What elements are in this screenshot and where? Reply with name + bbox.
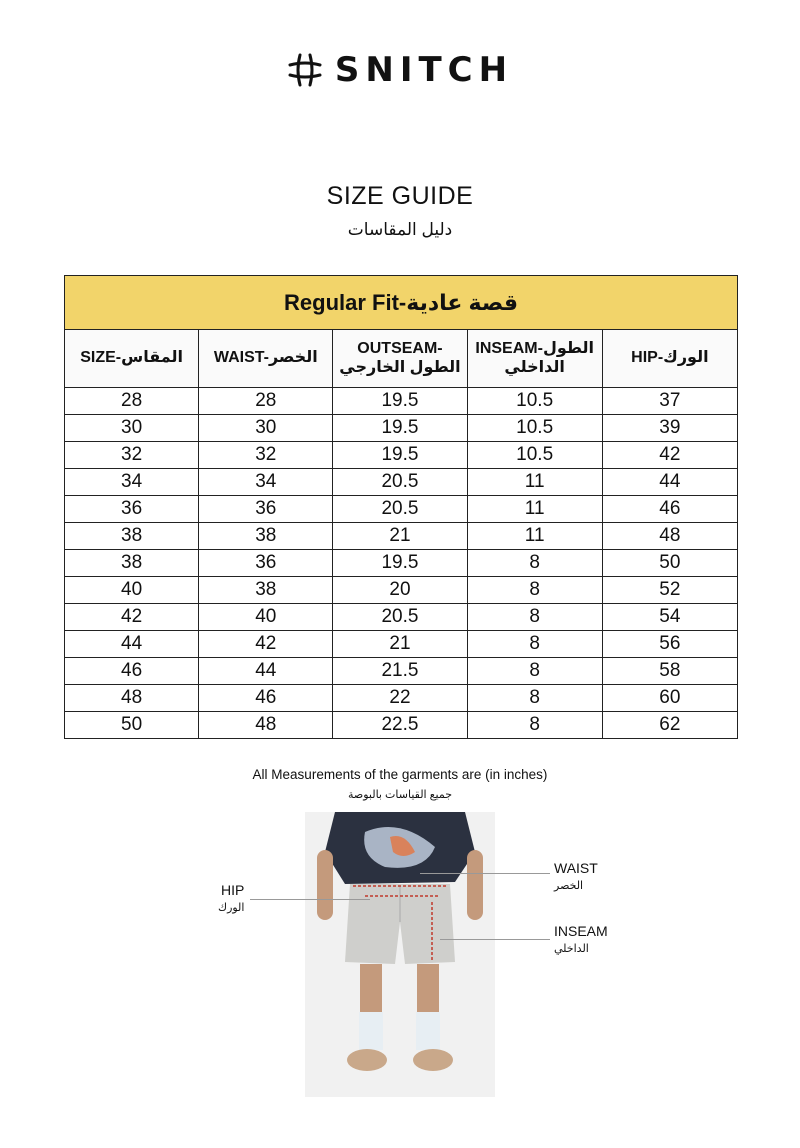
page-title-arabic: دليل المقاسات: [347, 220, 453, 239]
table-cell: 22: [333, 685, 467, 712]
fit-label: Regular Fit-قصة عادية: [65, 276, 738, 330]
table-cell: 38: [65, 550, 199, 577]
table-cell: 36: [65, 496, 199, 523]
table-cell: 42: [602, 442, 737, 469]
table-body: [65, 388, 738, 739]
inseam-label: INSEAM: [554, 923, 608, 939]
hip-guide-line: [250, 899, 370, 900]
table-row: [65, 658, 738, 685]
table-cell: 38: [199, 577, 333, 604]
table-cell: 44: [199, 658, 333, 685]
table-cell: 62: [602, 712, 737, 739]
measurement-note-arabic: جميع القياسات بالبوصة: [347, 789, 453, 801]
column-header-row: [65, 330, 738, 388]
hip-label-arabic: الورك: [218, 902, 245, 914]
table-cell: 56: [602, 631, 737, 658]
table-row: [65, 469, 738, 496]
hip-label: HIP: [221, 882, 245, 898]
table-cell: 40: [199, 604, 333, 631]
table-cell: 42: [199, 631, 333, 658]
column-header-ar: المقاس: [121, 349, 183, 367]
table-cell: 28: [199, 388, 333, 415]
column-header-ar: الطول الخارجي: [339, 358, 461, 376]
table-cell: 50: [65, 712, 199, 739]
table-cell: 60: [602, 685, 737, 712]
table-row: [65, 442, 738, 469]
column-header: [199, 330, 333, 388]
table-cell: 46: [65, 658, 199, 685]
table-cell: 58: [602, 658, 737, 685]
table-cell: 8: [467, 631, 602, 658]
table-row: [65, 604, 738, 631]
column-header: [602, 330, 737, 388]
table-row: [65, 496, 738, 523]
table-cell: 36: [199, 496, 333, 523]
table-cell: 19.5: [333, 550, 467, 577]
column-header: [467, 330, 602, 388]
table-cell: 46: [602, 496, 737, 523]
table-cell: 11: [467, 469, 602, 496]
table-cell: 8: [467, 685, 602, 712]
table-row: [65, 388, 738, 415]
column-header-ar: الخصر: [268, 349, 318, 367]
table-cell: 46: [199, 685, 333, 712]
size-table: [64, 275, 738, 739]
table-cell: 20.5: [333, 469, 467, 496]
table-cell: 32: [65, 442, 199, 469]
inseam-label-arabic: الداخلي: [554, 943, 589, 955]
table-row: [65, 415, 738, 442]
table-cell: 22.5: [333, 712, 467, 739]
table-row: [65, 577, 738, 604]
table-cell: 20.5: [333, 496, 467, 523]
column-header-en: OUTSEAM-: [357, 340, 443, 358]
column-header-ar: الورك: [663, 349, 709, 367]
table-cell: 10.5: [467, 388, 602, 415]
table-cell: 19.5: [333, 415, 467, 442]
column-header-en: SIZE-: [80, 349, 122, 367]
table-cell: 40: [65, 577, 199, 604]
waist-label: WAIST: [554, 860, 598, 876]
table-row: [65, 523, 738, 550]
table-cell: 11: [467, 523, 602, 550]
table-cell: 48: [199, 712, 333, 739]
model-photo: [305, 812, 495, 1097]
column-header-en: INSEAM-: [475, 340, 543, 358]
table-row: [65, 550, 738, 577]
measurement-note: All Measurements of the garments are (in inches): [252, 767, 548, 782]
table-cell: 21.5: [333, 658, 467, 685]
table-cell: 19.5: [333, 388, 467, 415]
table-cell: 34: [199, 469, 333, 496]
table-cell: 20: [333, 577, 467, 604]
column-header: [65, 330, 199, 388]
table-cell: 32: [199, 442, 333, 469]
table-cell: 37: [602, 388, 737, 415]
table-cell: 50: [602, 550, 737, 577]
brand-logo: [0, 50, 800, 90]
table-cell: 19.5: [333, 442, 467, 469]
table-cell: 36: [199, 550, 333, 577]
table-cell: 39: [602, 415, 737, 442]
table-row: [65, 685, 738, 712]
column-header: [333, 330, 467, 388]
table-cell: 21: [333, 523, 467, 550]
column-header-ar: الطول الداخلي: [504, 340, 594, 376]
inseam-guide-line: [440, 939, 550, 940]
lattice-logo-icon: [287, 52, 323, 88]
table-cell: 8: [467, 550, 602, 577]
brand-name: SNITCH: [334, 50, 514, 90]
waist-guide-line: [420, 873, 550, 874]
waist-label-arabic: الخصر: [554, 880, 584, 892]
table-cell: 20.5: [333, 604, 467, 631]
table-cell: 48: [65, 685, 199, 712]
table-cell: 48: [602, 523, 737, 550]
table-cell: 38: [65, 523, 199, 550]
table-cell: 8: [467, 604, 602, 631]
table-cell: 42: [65, 604, 199, 631]
table-cell: 44: [65, 631, 199, 658]
table-cell: 52: [602, 577, 737, 604]
page-title: SIZE GUIDE: [326, 182, 474, 210]
table-cell: 54: [602, 604, 737, 631]
table-cell: 44: [602, 469, 737, 496]
table-cell: 30: [65, 415, 199, 442]
table-cell: 8: [467, 712, 602, 739]
column-header-en: HIP-: [631, 349, 664, 367]
table-cell: 8: [467, 577, 602, 604]
table-cell: 34: [65, 469, 199, 496]
table-row: [65, 712, 738, 739]
table-cell: 11: [467, 496, 602, 523]
table-cell: 10.5: [467, 442, 602, 469]
table-cell: 30: [199, 415, 333, 442]
table-cell: 38: [199, 523, 333, 550]
table-cell: 10.5: [467, 415, 602, 442]
table-row: [65, 631, 738, 658]
column-header-en: WAIST-: [213, 349, 269, 367]
table-cell: 8: [467, 658, 602, 685]
table-cell: 21: [333, 631, 467, 658]
table-cell: 28: [65, 388, 199, 415]
